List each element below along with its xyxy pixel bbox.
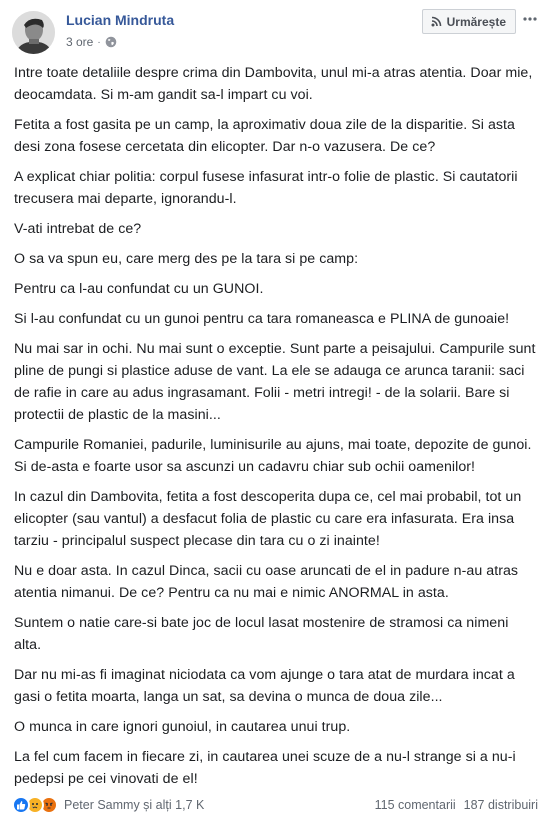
engagement-counts [375, 798, 538, 812]
reactions-count[interactable]: Peter Sammy și alți 1,7 K [64, 798, 205, 812]
comments-count[interactable]: 115 comentarii [374, 798, 456, 812]
post-paragraph: Intre toate detaliile despre crima din Dambovita, unul mi-a atras atentia. Doar mie, deocamdata. Si m-am gandit sa-l impart cu voi. [14, 65, 533, 103]
rss-icon [431, 16, 442, 27]
post-paragraph: Nu mai sar in ochi. Nu mai sunt o exceptie. Sunt parte a peisajului. Campurile sunt pline de pungi si plastice aduse de vant. La ele se adauga ce arunca taranii: saci de rafie in care au adus ingrasamant. Folii - metri intregi! - de la solarii. Bare si protectii de plastic de la masini... [14, 341, 536, 423]
post-paragraph: La fel cum facem in fiecare zi, in cautarea unei scuze de a nu-l strange si a nu-i pedepsi pe cei vinovati de el! [14, 749, 516, 787]
author-name[interactable]: Lucian Mindruta [66, 12, 175, 28]
post-paragraph: Suntem o natie care-si bate joc de locul lasat mostenire de stramosi ca nimeni alta. [14, 615, 509, 653]
post-paragraph: Si l-au confundat cu un gunoi pentru ca tara romaneasca e PLINA de gunoaie! [14, 311, 510, 327]
follow-button-label: Urmărește [446, 14, 506, 29]
author-avatar[interactable] [12, 11, 55, 54]
post-paragraph: Dar nu mi-as fi imaginat niciodata ca vom ajunge o tara atat de murdara incat a gasi o fetita moarta, langa un sat, sa devina o munca de doua zile... [14, 667, 515, 705]
follow-button[interactable] [422, 9, 516, 34]
more-dots-icon [523, 17, 537, 21]
post-paragraph: In cazul din Dambovita, fetita a fost descoperita dupa ce, cel mai probabil, tot un elicopter (sau vantul) a desfacut folia de plastic cu care era infasurata. Era insa tarziu - principalul suspect plecase din tara cu o zi inainte! [14, 489, 522, 549]
reactions-summary[interactable] [12, 796, 204, 814]
shares-count[interactable]: 187 distribuiri [463, 798, 538, 812]
post-timestamp[interactable]: 3 ore [66, 35, 94, 49]
post-paragraph: V-ati intrebat de ce? [14, 221, 142, 237]
more-options-button[interactable] [521, 10, 539, 28]
avatar-photo [12, 11, 55, 54]
post-text [14, 62, 536, 798]
post-footer [0, 792, 549, 822]
post-paragraph: O sa va spun eu, care merg des pe la tara si pe camp: [14, 251, 359, 267]
post-paragraph: Pentru ca l-au confundat cu un GUNOI. [14, 281, 264, 297]
post-paragraph: Nu e doar asta. In cazul Dinca, sacii cu oase aruncati de el in padure n-au atras atentia nimanui. De ce? Pentru ca nu mai e nimic ANORMAL in asta. [14, 563, 519, 601]
post-paragraph: Campurile Romaniei, padurile, luminisurile au ajuns, mai toate, depozite de gunoi. Si de-asta e foarte usor sa ascunzi un cadavru chiar sub ochii oamenilor! [14, 437, 532, 475]
like-icon [12, 796, 30, 814]
post-meta [66, 35, 117, 49]
post-header [0, 0, 549, 64]
globe-icon[interactable] [105, 36, 117, 48]
meta-separator: · [97, 36, 101, 48]
post-paragraph: O munca in care ignori gunoiul, in cautarea unui trup. [14, 719, 351, 735]
post-paragraph: Fetita a fost gasita pe un camp, la aproximativ doua zile de la disparitie. Si asta desi zona fosese cercetata din elicopter. Dar n-o vazusera. De ce? [14, 117, 515, 155]
post-paragraph: A explicat chiar politia: corpul fusese infasurat intr-o folie de plastic. Si cautatorii trecusera mai departe, ignorandu-l. [14, 169, 518, 207]
